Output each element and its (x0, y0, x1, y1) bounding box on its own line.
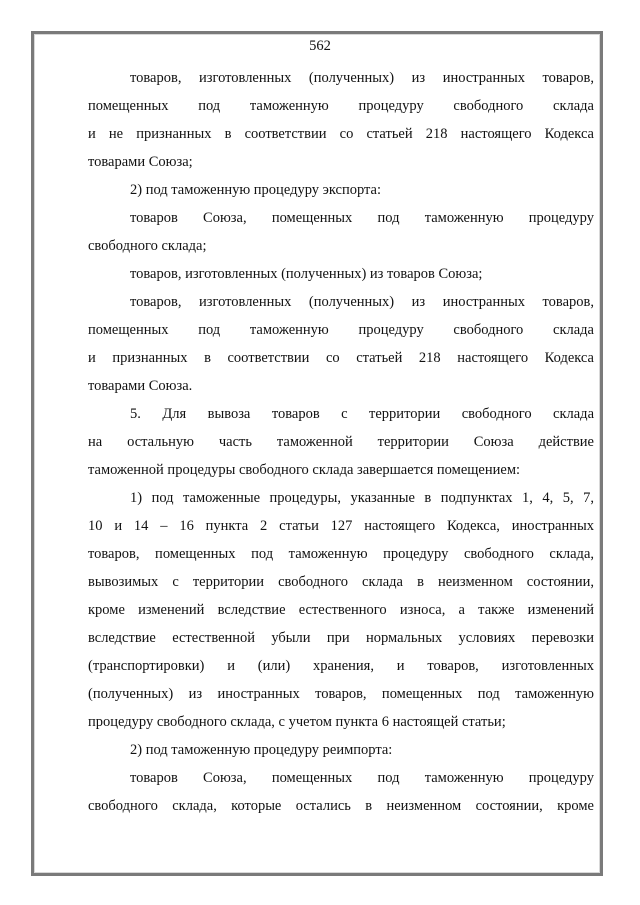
text-line: 1) под таможенные процедуры, указанные в подпунктах 1, 4, 5, 7, (130, 490, 594, 506)
text-line: 10 и 14 – 16 пункта 2 статьи 127 настоящего Кодекса, иностранных (88, 518, 594, 534)
text-line: свободного склада, которые остались в неизменном состоянии, кроме (88, 798, 594, 814)
text-line: товарами Союза. (88, 378, 193, 394)
text-line: (полученных) из иностранных товаров, помещенных под таможенную (88, 686, 594, 702)
text-line: процедуру свободного склада, с учетом пункта 6 настоящей статьи; (88, 714, 506, 730)
text-line: свободного склада; (88, 238, 207, 254)
text-line: 2) под таможенную процедуру реимпорта: (130, 742, 393, 758)
text-line: на остальную часть таможенной территории Союза действие (88, 434, 594, 450)
text-line: товаров, изготовленных (полученных) из иностранных товаров, (130, 70, 594, 86)
page-number: 562 (309, 38, 331, 54)
text-line: товаров, изготовленных (полученных) из иностранных товаров, (130, 294, 594, 310)
text-line: и признанных в соответствии со статьей 218 настоящего Кодекса (88, 350, 594, 366)
text-line: 2) под таможенную процедуру экспорта: (130, 182, 382, 198)
text-line: товаров, помещенных под таможенную процедуру свободного склада, (88, 546, 594, 562)
text-line: помещенных под таможенную процедуру свободного склада (88, 98, 594, 114)
text-line: (транспортировки) и (или) хранения, и товаров, изготовленных (88, 658, 594, 674)
text-line: товаров, изготовленных (полученных) из товаров Союза; (130, 266, 483, 282)
text-line: вследствие естественной убыли при нормальных условиях перевозки (88, 630, 594, 646)
text-line: 5. Для вывоза товаров с территории свободного склада (130, 406, 594, 422)
text-line: помещенных под таможенную процедуру свободного склада (88, 322, 594, 338)
text-line: таможенной процедуры свободного склада завершается помещением: (88, 462, 521, 478)
text-line: товаров Союза, помещенных под таможенную процедуру (130, 210, 594, 226)
text-line: товарами Союза; (88, 154, 193, 170)
text-line: и не признанных в соответствии со статьей 218 настоящего Кодекса (88, 126, 594, 142)
text-line: вывозимых с территории свободного склада в неизменном состоянии, (88, 574, 594, 590)
text-line: кроме изменений вследствие естественного износа, а также изменений (88, 602, 594, 618)
text-line: товаров Союза, помещенных под таможенную процедуру (130, 770, 594, 786)
document-body (88, 64, 594, 820)
